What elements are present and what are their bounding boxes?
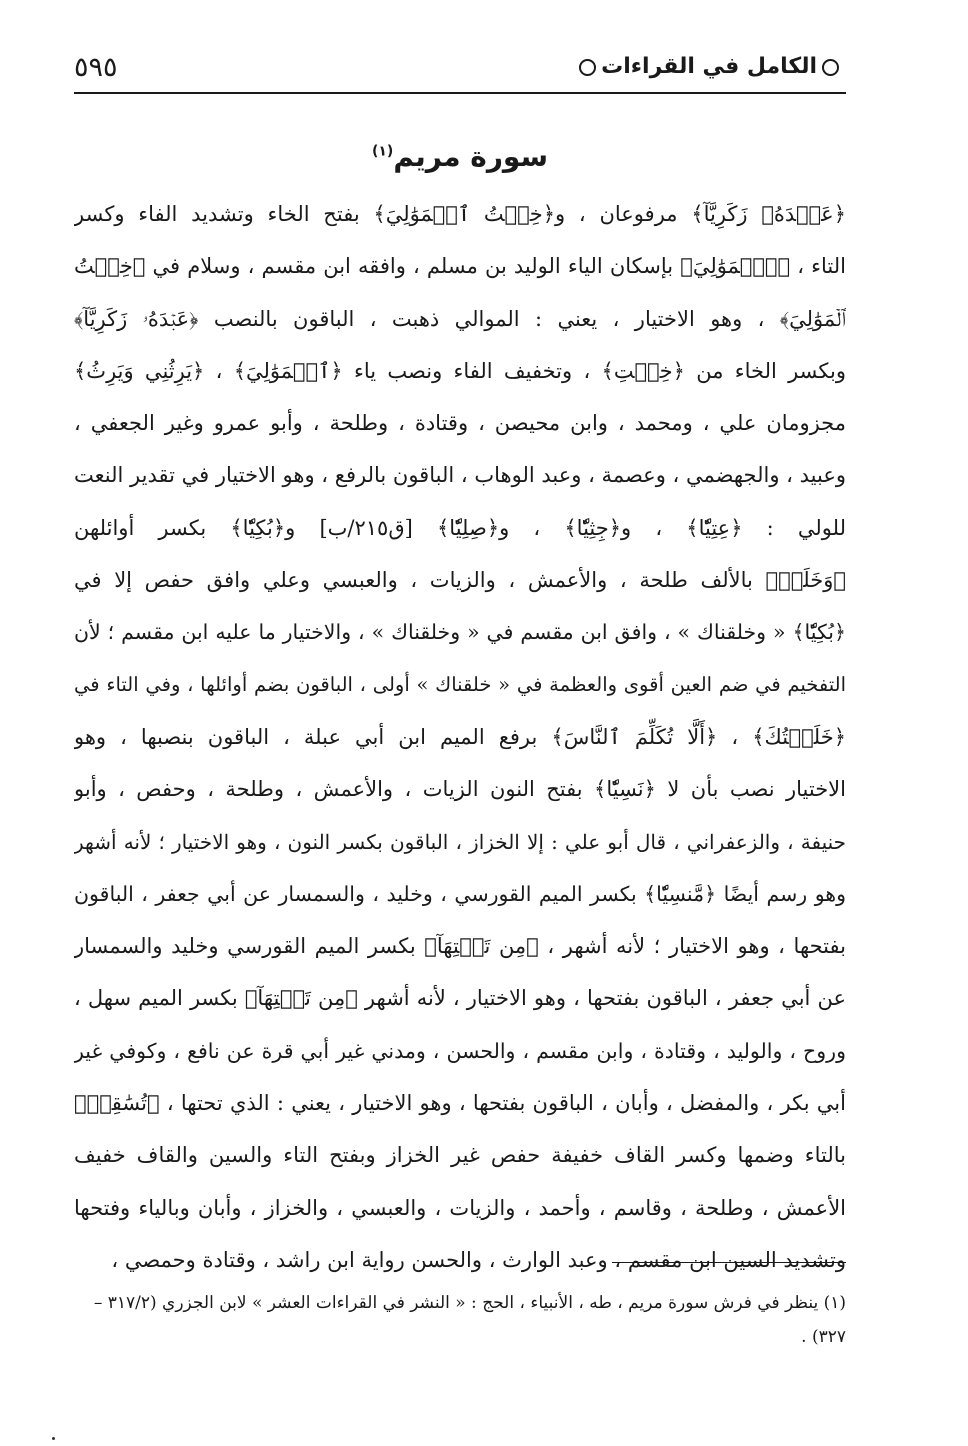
text-line: وعبيد ، والجهضمي ، وعصمة ، وعبد الوهاب ، الباقون بالرفع ، وهو الاختيار في تقدير النعت [74, 463, 846, 488]
footnote-divider [612, 1262, 846, 1263]
text-line: وبكسر الخاء من ﴿خِفۡتِ﴾ ، وتخفيف الفاء ونصب ياء ﴿ٱلۡمَوَٰلِيَ﴾ ، ﴿يَرِثُنِي وَيَرِثُ﴾ [74, 358, 846, 383]
header-divider [74, 92, 846, 94]
text-line: وهو رسم أيضًا ﴿مَّنسِيّٗا﴾ بكسر الميم القورسي ، وخليد ، والسمسار عن أبي جعفر ، الباقون [74, 881, 846, 906]
page-number: ٥٩٥ [74, 52, 118, 83]
footnote [74, 1286, 846, 1354]
text-line: بالتاء وضمها وكسر القاف خفيفة حفص غير الخزاز وبفتح التاء والسين والقاف خفيف [74, 1143, 846, 1168]
text-line: بفتحها ، وهو الاختيار ؛ لأنه أشهر ، ﴿مِن تَحۡتِهَآ﴾ بكسر الميم القورسي وخليد والسمسار [74, 934, 846, 959]
running-header [74, 52, 844, 92]
body-text [74, 188, 846, 1286]
text-line: ٱلۡمَوَٰلِيَ﴾ ، وهو الاختيار ، يعني : الموالي ذهبت ، الباقون بالنصب ﴿عَبۡدَهُۥ زَكَرِيَّآ﴾ [74, 306, 846, 331]
text-line: ﴿عَبۡدَهُۥ زَكَرِيَّآ﴾ مرفوعان ، و﴿خِفۡتُ ٱلۡمَوَٰلِيَ﴾ بفتح الخاء وتشديد الفاء وكسر [74, 202, 846, 226]
text-line: الاختيار نصب بأن لا ﴿نَسِيّٗا﴾ بفتح النون الزيات ، والأعمش ، وطلحة ، وحفص ، وأبو [74, 777, 846, 802]
text-line: وتشديد السين ابن مقسم ، وعبد الوارث ، والحسن رواية ابن راشد ، وقتادة وحمصي ، [111, 1247, 846, 1272]
text-line: وروح ، والوليد ، وقتادة ، وابن مقسم ، والحسن ، ومدني غير أبي قرة عن نافع ، وكوفي غير [74, 1038, 846, 1063]
text-line: التفخيم في ضم العين أقوى والعظمة في « خلقناك » أولى ، الباقون بضم أوائلها ، وفي التاء في [74, 672, 846, 696]
section-heading [74, 140, 846, 173]
footnote-line: (١) ينظر في فرش سورة مريم ، طه ، الأنبياء ، الحج : « النشر في القراءات العشر » لابن الجزري (٣١٧/٢ – [93, 1293, 846, 1313]
book-title-text: الكامل في القراءات [601, 54, 817, 79]
text-line: عن أبي جعفر ، الباقون بفتحها ، وهو الاختيار ، لأنه أشهر ﴿مِن تَحۡتِهَآ﴾ بكسر الميم سهل ، [74, 986, 846, 1011]
footnote-reference: (١) [371, 143, 394, 160]
book-title [574, 54, 844, 79]
footnote-line: ٣٢٧) . [801, 1327, 846, 1347]
circle-ornament-icon [579, 59, 596, 76]
text-line: ﴿خَلَقۡتُكَ﴾ ، ﴿أَلَّا تُكَلِّمَ ٱلنَّاسَ﴾ برفع الميم ابن أبي عبلة ، الباقون بنصبها ، وهو [74, 724, 846, 749]
text-line: مجزومان علي ، ومحمد ، وابن محيصن ، وقتادة ، وطلحة ، وأبو عمرو وغير الجعفي ، [74, 411, 846, 436]
text-line: ﴿بُكِيّٗا﴾ « وخلقناك » ، وافق ابن مقسم في « وخلقناك » ، والاختيار ما عليه ابن مقسم ؛ لأن [74, 620, 846, 645]
text-line: ﴿وَخَلَقۡ﴾ بالألف طلحة ، والأعمش ، والزيات ، والعبسي وعلي وافق حفص إلا في [74, 568, 846, 593]
text-line: للولي : ﴿عِتِيّٗا﴾ ، و﴿جِثِيّٗا﴾ ، و﴿صِلِيّٗا﴾ [ق٢١٥/ب] و﴿بُكِيّٗا﴾ بكسر أوائلهن [74, 515, 846, 540]
section-heading-text: سورة مريم [393, 140, 549, 173]
text-line: أبي بكر ، والمفضل ، وأبان ، الباقون بفتحها ، وهو الاختيار ، يعني : الذي تحتها ، ﴿تُسَٰقِطۡ﴾ [74, 1091, 846, 1116]
scan-speck [52, 1437, 55, 1440]
circle-ornament-icon [822, 59, 839, 76]
text-line: حنيفة ، والزعفراني ، قال أبو علي : إلا الخزاز ، الباقون بكسر النون ، وهو الاختيار ؛ لأنه أشهر [74, 829, 846, 854]
text-line: التاء ، ﴿ٱلۡمَوَٰلِيَ﴾ بإسكان الياء الوليد بن مسلم ، وافقه ابن مقسم ، وسلام في ﴿خِفۡتُ [74, 254, 846, 279]
text-line: الأعمش ، وطلحة ، وقاسم ، وأحمد ، والزيات ، والعبسي ، والخزاز ، وأبان وبالياء وفتحها [74, 1195, 846, 1220]
